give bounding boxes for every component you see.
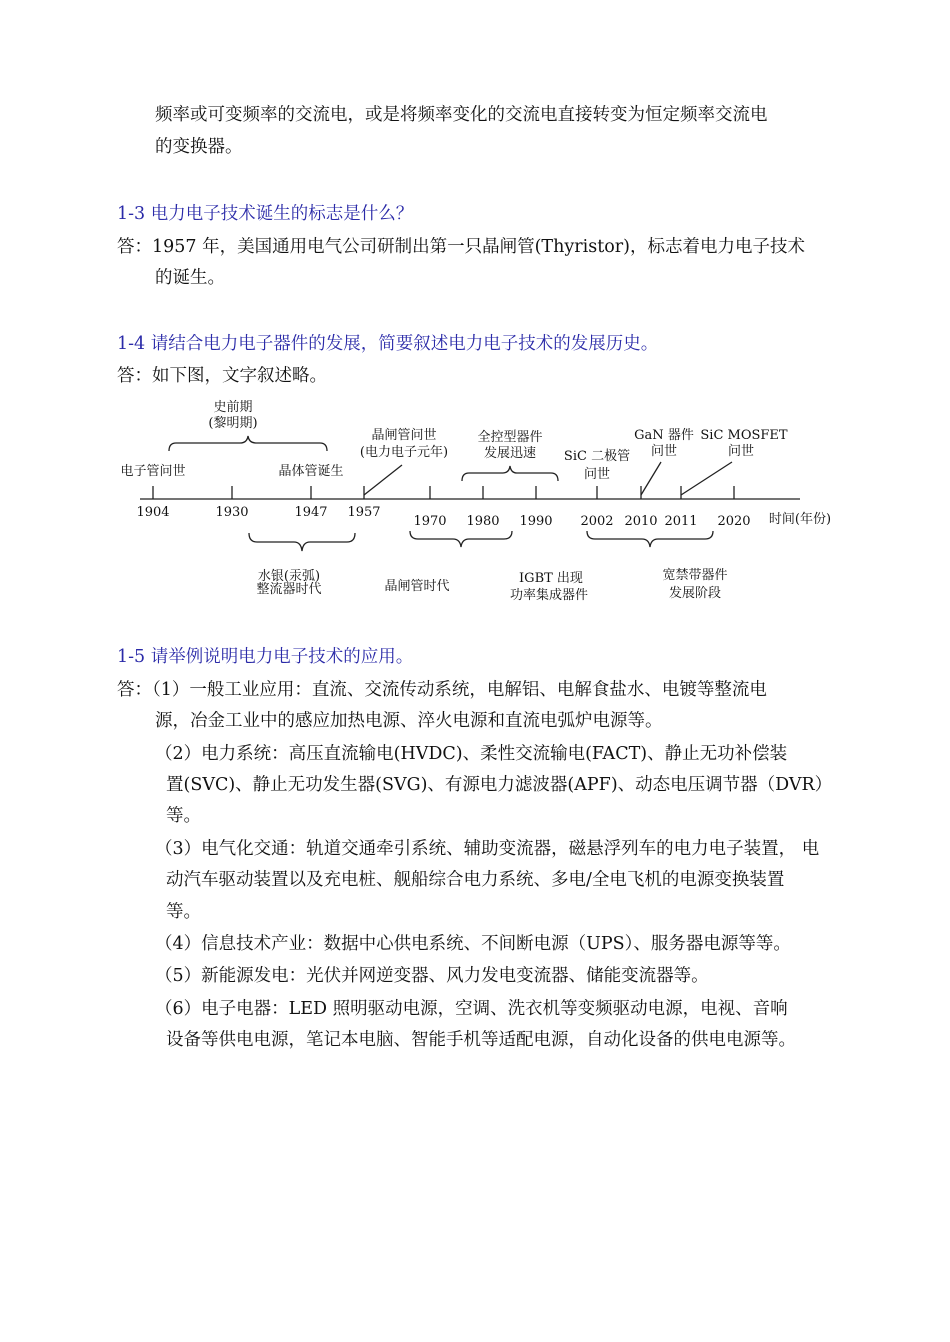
brace-mercury	[249, 533, 355, 551]
label-igbt-1: IGBT 出现	[519, 571, 583, 586]
label-thyristor-era: 晶闸管时代	[384, 579, 450, 594]
label-vacuum-tube: 电子管问世	[120, 464, 186, 479]
brace-thyristor-era	[410, 531, 512, 547]
answer-1-5-line: （3）电气化交通：轨道交通牵引系统、辅助变流器，磁悬浮列车的电力电子装置， 电	[155, 839, 820, 859]
label-sic-diode-1: SiC 二极管	[563, 449, 631, 464]
label-thyristor-1: 晶闸管问世	[371, 428, 437, 443]
year-1980: 1980	[466, 514, 500, 529]
label-thyristor-2: (电力电子元年)	[359, 445, 449, 460]
brace-wide-bandgap	[587, 531, 713, 547]
label-igbt-2: 功率集成器件	[509, 588, 589, 603]
year-1904: 1904	[136, 505, 170, 520]
answer-1-5-line: （2）电力系统：高压直流输电(HVDC)、柔性交流输电(FACT)、静止无功补偿装	[155, 744, 788, 764]
answer-1-5-line: 设备等供电电源，笔记本电脑、智能手机等适配电源，自动化设备的供电电源等。	[166, 1030, 796, 1050]
year-1947: 1947	[294, 505, 328, 520]
label-fullcontrol-1: 全控型器件	[477, 430, 543, 445]
label-wide-bandgap-1: 宽禁带器件	[662, 568, 728, 583]
pointer-sicmos	[681, 462, 732, 495]
brace-fullcontrol	[462, 466, 558, 481]
answer-1-5-line: 等。	[166, 902, 201, 922]
brace-prehistory	[169, 436, 327, 451]
answer-1-5-line: （4）信息技术产业：数据中心供电系统、不间断电源（UPS）、服务器电源等等。	[155, 934, 791, 954]
label-gan-1: GaN 器件	[634, 428, 694, 443]
answer-1-5-line: 源，冶金工业中的感应加热电源、淬火电源和直流电弧炉电源等。	[155, 711, 663, 731]
label-sicmos-1: SiC MOSFET	[700, 428, 788, 443]
answer-1-5-line: （5）新能源发电：光伏并网逆变器、风力发电变流器、储能变流器等。	[155, 966, 709, 986]
year-1957: 1957	[347, 505, 381, 520]
label-prehistory-2: (黎明期)	[208, 416, 258, 431]
intro-line-2: 的变换器。	[155, 137, 243, 157]
question-1-4: 1-4 请结合电力电子器件的发展，简要叙述电力电子技术的发展历史。	[117, 334, 659, 354]
label-sicmos-2: 问世	[727, 444, 755, 459]
question-1-5: 1-5 请举例说明电力电子技术的应用。	[117, 647, 414, 667]
label-prehistory-1: 史前期	[213, 400, 253, 415]
year-2020: 2020	[717, 514, 751, 529]
question-1-3: 1-3 电力电子技术诞生的标志是什么？	[117, 204, 414, 224]
year-2011: 2011	[664, 514, 698, 529]
answer-1-5-line: 答：（1）一般工业应用：直流、交流传动系统，电解铝、电解食盐水、电镀等整流电	[117, 680, 767, 700]
answer-1-4: 答：如下图，文字叙述略。	[117, 366, 327, 386]
year-1970: 1970	[413, 514, 447, 529]
answer-1-5-line: 置(SVC)、静止无功发生器(SVG)、有源电力滤波器(APF)、动态电压调节器（DVR）	[166, 775, 833, 795]
label-wide-bandgap-2: 发展阶段	[668, 586, 722, 601]
year-2010: 2010	[624, 514, 658, 529]
answer-1-5-line: 动汽车驱动装置以及充电桩、舰船综合电力系统、多电/全电飞机的电源变换装置	[166, 870, 785, 890]
label-mercury-2: 整流器时代	[256, 582, 322, 597]
answer-1-5-line: 等。	[166, 806, 201, 826]
label-mercury-1: 水银(汞弧)	[257, 569, 321, 584]
label-fullcontrol-2: 发展迅速	[483, 446, 537, 461]
answer-1-5-line: （6）电子电器：LED 照明驱动电源，空调、洗衣机等变频驱动电源，电视、音响	[155, 999, 788, 1019]
pointer-gan	[641, 462, 661, 495]
label-transistor: 晶体管诞生	[278, 464, 344, 479]
year-1990: 1990	[519, 514, 553, 529]
answer-1-3-line-2: 的诞生。	[155, 268, 225, 288]
label-gan-2: 问世	[650, 444, 678, 459]
intro-line-1: 频率或可变频率的交流电，或是将频率变化的交流电直接转变为恒定频率交流电	[155, 105, 768, 125]
year-2002: 2002	[580, 514, 614, 529]
answer-1-3-line-1: 答：1957 年，美国通用电气公司研制出第一只晶闸管(Thyristor)，标志着电力电子技术	[117, 237, 805, 257]
pointer-thyristor	[364, 465, 402, 495]
label-sic-diode-2: 问世	[583, 467, 611, 482]
year-1930: 1930	[215, 505, 249, 520]
axis-label: 时间(年份)	[768, 512, 832, 527]
